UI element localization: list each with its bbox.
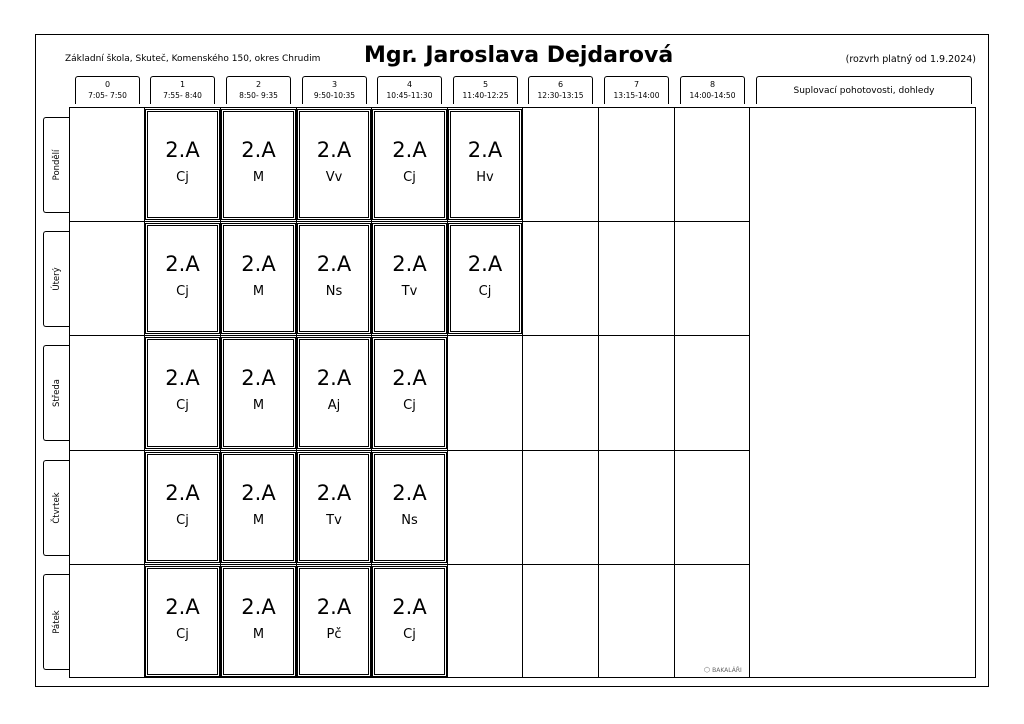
lesson-cell	[221, 223, 296, 334]
lesson-class: 2.A	[316, 138, 352, 162]
period-time: 8:50- 9:35	[239, 91, 278, 100]
grid-row-divider	[69, 221, 749, 222]
lesson-class: 2.A	[467, 252, 503, 276]
lesson-class: 2.A	[392, 366, 427, 390]
lesson-subject: Ns	[325, 284, 343, 299]
lesson-subject: Aj	[327, 398, 341, 413]
lesson-cell	[221, 337, 296, 449]
lesson-class: 2.A	[165, 595, 200, 619]
lesson-class: 2.A	[165, 138, 200, 162]
lesson-cell	[372, 452, 447, 563]
lesson-cell	[221, 109, 296, 220]
day-tab-3	[43, 460, 69, 556]
lesson-class: 2.A	[392, 138, 427, 162]
period-number: 0	[104, 80, 111, 89]
lesson-class: 2.A	[316, 252, 352, 276]
day-label: Pondělí	[51, 149, 62, 181]
period-number: 8	[709, 80, 716, 89]
lesson-cell	[145, 223, 220, 334]
day-tab-2	[43, 345, 69, 441]
lesson-cell	[372, 223, 447, 334]
lesson-class: 2.A	[241, 138, 276, 162]
day-label: Čtvrtek	[51, 492, 62, 524]
lesson-class: 2.A	[316, 481, 352, 505]
teacher-name: Mgr. Jaroslava Dejdarová	[364, 43, 674, 68]
lesson-class: 2.A	[241, 595, 276, 619]
period-number: 5	[482, 80, 489, 89]
grid-column-divider	[598, 107, 599, 678]
grid-row-divider	[69, 450, 749, 451]
lesson-class: 2.A	[165, 481, 200, 505]
lesson-class: 2.A	[165, 252, 200, 276]
period-time: 13:15-14:00	[613, 91, 660, 100]
lesson-subject: Hv	[476, 170, 494, 185]
period-header-8	[680, 76, 745, 104]
lesson-subject: M	[252, 398, 265, 413]
day-tab-0	[43, 117, 69, 213]
period-time: 9:50-10:35	[313, 91, 356, 100]
validity-note: (rozvrh platný od 1.9.2024)	[845, 54, 976, 65]
period-number: 3	[331, 80, 338, 89]
period-header-3	[302, 76, 367, 104]
lesson-subject: M	[252, 284, 265, 299]
lesson-subject: M	[252, 170, 265, 185]
lesson-subject: Vv	[325, 170, 343, 185]
lesson-cell	[297, 566, 371, 677]
lesson-cell	[145, 337, 220, 449]
period-time: 14:00-14:50	[689, 91, 736, 100]
lesson-subject: Cj	[176, 170, 189, 185]
lesson-cell	[372, 337, 447, 449]
lesson-cell	[145, 452, 220, 563]
lesson-subject: M	[252, 513, 265, 528]
logo-text: BAKALÁŘI	[712, 667, 742, 674]
lesson-cell	[372, 566, 447, 677]
grid-column-divider	[522, 107, 523, 678]
lesson-cell	[448, 223, 522, 334]
lesson-cell	[297, 109, 371, 220]
lesson-cell	[221, 566, 296, 677]
lesson-class: 2.A	[392, 252, 427, 276]
period-header-2	[226, 76, 291, 104]
lesson-cell	[221, 452, 296, 563]
lesson-subject: Tv	[326, 513, 342, 528]
lesson-subject: Cj	[176, 284, 189, 299]
day-tab-4	[43, 574, 69, 670]
period-number: 4	[406, 80, 413, 89]
lesson-cell	[145, 109, 220, 220]
period-header-6	[528, 76, 593, 104]
lesson-subject: M	[252, 627, 265, 642]
lesson-cell	[297, 223, 371, 334]
lesson-class: 2.A	[467, 138, 503, 162]
lesson-class: 2.A	[316, 595, 352, 619]
lesson-class: 2.A	[392, 481, 427, 505]
lesson-subject: Cj	[176, 398, 189, 413]
period-header-1	[150, 76, 215, 104]
grid-column-divider	[749, 107, 750, 678]
lesson-subject: Cj	[403, 398, 416, 413]
day-tab-1	[43, 231, 69, 327]
lesson-cell	[145, 566, 220, 677]
grid-row-divider	[69, 564, 749, 565]
lesson-subject: Cj	[403, 627, 416, 642]
lesson-subject: Cj	[176, 627, 189, 642]
lesson-class: 2.A	[241, 252, 276, 276]
lesson-subject: Cj	[176, 513, 189, 528]
bakalari-logo	[704, 666, 742, 674]
lesson-cell	[372, 109, 447, 220]
school-name: Základní škola, Skuteč, Komenského 150, okres Chrudim	[65, 54, 321, 64]
lesson-class: 2.A	[316, 366, 352, 390]
lesson-subject: Cj	[478, 284, 492, 299]
period-header-0	[75, 76, 140, 104]
period-time: 12:30-13:15	[537, 91, 584, 100]
period-header-5	[453, 76, 518, 104]
period-time: 10:45-11:30	[386, 91, 433, 100]
day-label: Středa	[51, 379, 62, 407]
lesson-class: 2.A	[241, 481, 276, 505]
lesson-subject: Cj	[403, 170, 416, 185]
period-number: 7	[633, 80, 640, 89]
lesson-class: 2.A	[392, 595, 427, 619]
lesson-cell	[448, 109, 522, 220]
lesson-cell	[297, 337, 371, 449]
grid-column-divider	[674, 107, 675, 678]
period-time: 11:40-12:25	[462, 91, 509, 100]
period-number: 1	[179, 80, 186, 89]
bakalari-logo-icon: ⬡	[704, 666, 711, 674]
period-time: 7:05- 7:50	[88, 91, 127, 100]
period-header-7	[604, 76, 669, 104]
lesson-subject: Tv	[401, 284, 418, 299]
period-time: 7:55- 8:40	[163, 91, 202, 100]
lesson-class: 2.A	[165, 366, 200, 390]
lesson-subject: Ns	[401, 513, 418, 528]
day-label: Pátek	[51, 610, 62, 634]
lesson-subject: Pč	[326, 627, 342, 642]
period-number: 2	[255, 80, 262, 89]
lesson-class: 2.A	[241, 366, 276, 390]
grid-row-divider	[69, 335, 749, 336]
period-number: 6	[557, 80, 564, 89]
supplementary-header: Suplovací pohotovosti, dohledy	[756, 76, 972, 104]
day-label: Úterý	[51, 267, 62, 291]
lesson-cell	[297, 452, 371, 563]
period-header-4	[377, 76, 442, 104]
